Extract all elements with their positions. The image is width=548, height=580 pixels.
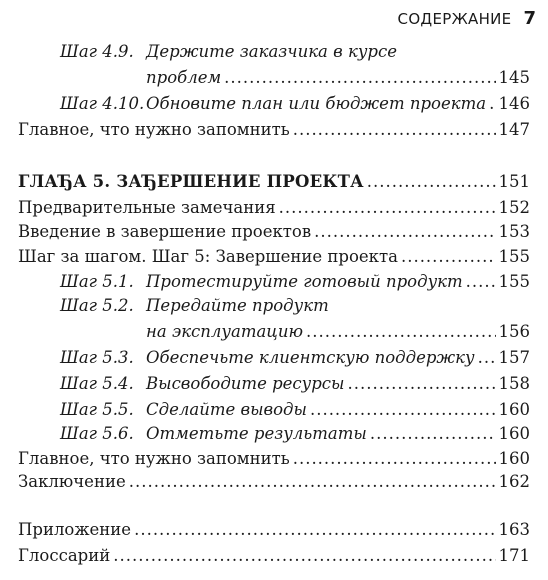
toc-entry-label-cont: проблем [146, 68, 222, 87]
toc-page-number: 171 [498, 546, 530, 565]
toc-entry [0, 544, 548, 568]
dot-leader [370, 422, 496, 446]
toc-entry-label: Глоссарий [18, 546, 111, 565]
toc-entry-label: Приложение [18, 520, 132, 539]
toc-entry [0, 447, 548, 471]
toc-page-number: 155 [498, 247, 530, 266]
toc-page-number: 153 [498, 222, 530, 241]
toc-entry-prefix: Шаг 5.6. [60, 424, 134, 443]
dot-leader [347, 372, 495, 396]
running-header [398, 8, 536, 38]
toc-entry-label: Отметьте результаты [146, 424, 367, 443]
toc-entry-label-cont: на эксплуатацию [146, 322, 303, 341]
toc-page-number: 160 [498, 424, 530, 443]
toc-entry [0, 470, 548, 494]
toc-entry [0, 398, 548, 422]
page-number: 7 [523, 8, 536, 29]
toc-entry [0, 372, 548, 396]
toc-entry [0, 346, 548, 370]
toc-entry [0, 422, 548, 446]
toc-entry [0, 518, 548, 542]
dot-leader [134, 518, 495, 542]
toc-page-number: 163 [498, 520, 530, 539]
toc-page-number: 147 [498, 120, 530, 139]
toc-page-number: 156 [498, 322, 530, 341]
dot-leader [293, 118, 496, 142]
chapter-title: ГЛАЂА 5. ЗАЂЕРШЕНИЕ ПРОЕКТА [18, 172, 364, 191]
toc-entry-prefix: Шаг 5.3. [60, 348, 134, 367]
toc-entry-prefix: Шаг 4.9. [60, 42, 134, 61]
toc-entry [0, 196, 548, 220]
dot-leader [314, 220, 495, 244]
dot-leader [478, 346, 496, 370]
dot-leader [224, 66, 495, 90]
toc-entry-continued [0, 66, 548, 90]
toc-entry-label: Протестируйте готовый продукт [146, 272, 463, 291]
toc-entry-continued [0, 320, 548, 344]
toc-entry [0, 118, 548, 142]
dot-leader [310, 398, 496, 422]
toc-page-number: 160 [498, 449, 530, 468]
toc-entry [0, 270, 548, 294]
toc-entry-label: Введение в завершение проектов [18, 222, 312, 241]
dot-leader [401, 245, 496, 269]
toc-entry-label: Сделайте выводы [146, 400, 307, 419]
toc-entry [0, 92, 548, 116]
toc-entry-label: Предварительные замечания [18, 198, 276, 217]
toc-entry-label: Главное, что нужно запомнить [18, 120, 290, 139]
toc-entry-prefix: Шаг 5.4. [60, 374, 134, 393]
toc-entry-label: Обеспечьте клиентскую поддержку [146, 348, 475, 367]
toc-chapter-entry [0, 170, 548, 194]
toc-page-number: 157 [498, 348, 530, 367]
dot-leader [279, 196, 496, 220]
dot-leader [129, 470, 496, 494]
toc-entry [0, 220, 548, 244]
toc-page-number: 160 [498, 400, 530, 419]
toc-entry-label: Шаг за шагом. Шаг 5: Завершение проекта [18, 247, 398, 266]
toc-entry-prefix: Шаг 5.5. [60, 400, 134, 419]
dot-leader [367, 170, 496, 194]
dot-leader [306, 320, 496, 344]
toc-entry-label: Передайте продукт [146, 296, 329, 315]
toc-entry-label: Держите заказчика в курсе [146, 42, 397, 61]
toc-page-number: 158 [498, 374, 530, 393]
toc-page-number: 146 [498, 94, 530, 113]
toc-page-number: 162 [498, 472, 530, 491]
toc-page-number: 152 [498, 198, 530, 217]
toc-entry-prefix: Шаг 5.2. [60, 296, 134, 315]
toc-entry-label: Заключение [18, 472, 126, 491]
toc-entry-label: Главное, что нужно запомнить [18, 449, 290, 468]
dot-leader [113, 544, 495, 568]
dot-leader [466, 270, 496, 294]
toc-entry-prefix: Шаг 4.10. [60, 94, 145, 113]
toc-entry-prefix: Шаг 5.1. [60, 272, 134, 291]
toc-entry-label: Обновите план или бюджет проекта [146, 94, 487, 113]
toc-entry-label: Высвободите ресурсы [146, 374, 345, 393]
toc-page-number: 155 [498, 272, 530, 291]
toc-entry [0, 245, 548, 269]
dot-leader [293, 447, 496, 471]
toc-page-number: 151 [498, 172, 530, 191]
section-title: СОДЕРЖАНИЕ [397, 10, 512, 28]
toc-page-number: 145 [498, 68, 530, 87]
dot-leader [489, 92, 495, 116]
